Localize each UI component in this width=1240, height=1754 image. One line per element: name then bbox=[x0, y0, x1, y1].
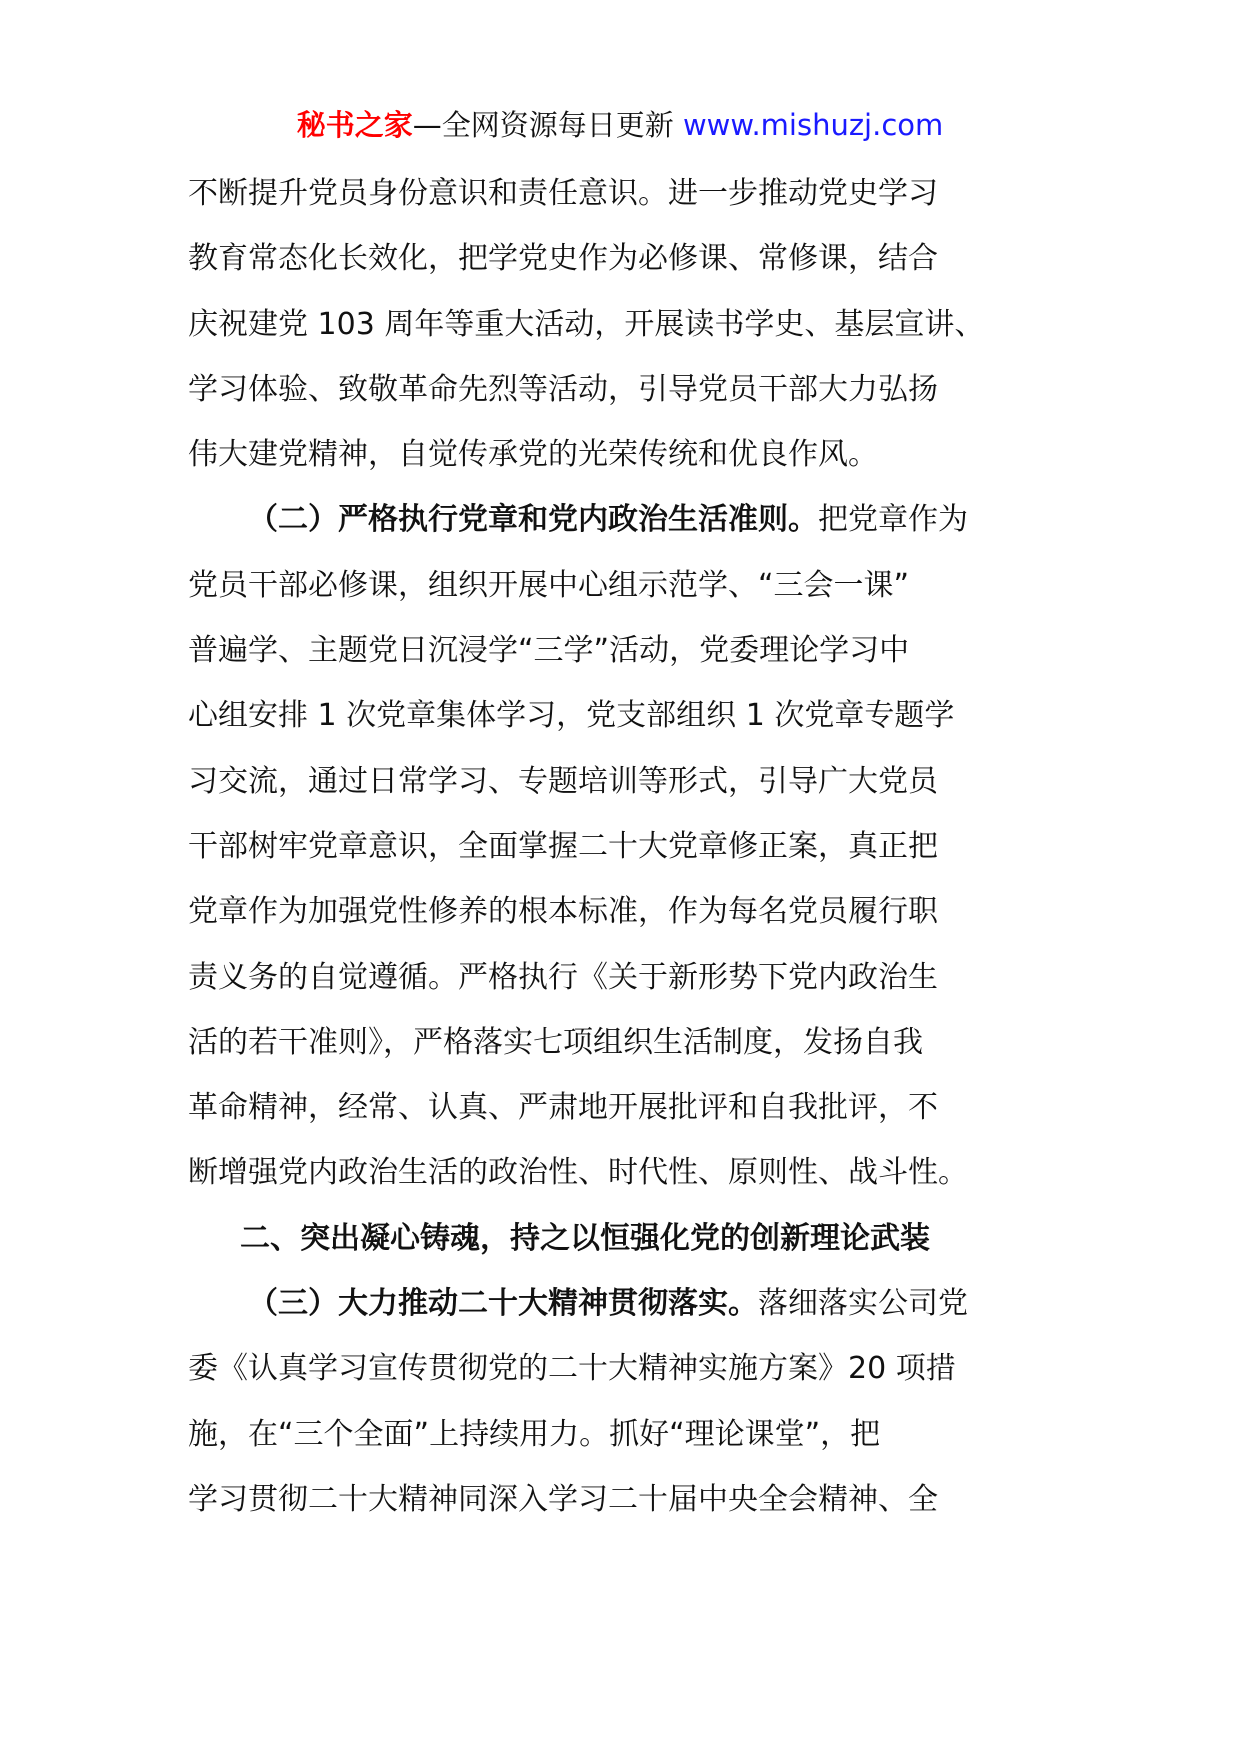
paragraph-3 bbox=[188, 1271, 1068, 1532]
text-line: 断增强党内政治生活的政治性、时代性、原则性、战斗性。 bbox=[188, 1155, 968, 1191]
text-line: 习交流，通过日常学习、专题培训等形式，引导广大党员 bbox=[188, 763, 938, 799]
paragraph-first-line bbox=[188, 487, 1068, 552]
paragraph-1 bbox=[188, 161, 1068, 487]
text-line: 干部树牢党章意识，全面掌握二十大党章修正案，真正把 bbox=[188, 828, 938, 864]
header-slogan: —全网资源每日更新 bbox=[412, 108, 674, 142]
text-line: 教育常态化长效化，把学党史作为必修课、常修课，结合 bbox=[188, 241, 938, 277]
document-body bbox=[188, 161, 1068, 1532]
text-line: 伟大建党精神，自觉传承党的光荣传统和优良作风。 bbox=[188, 437, 878, 473]
text-line: 学习体验、致敬革命先烈等活动，引导党员干部大力弘扬 bbox=[188, 371, 938, 407]
text-line: 施，在“三个全面”上持续用力。抓好“理论课堂”，把 bbox=[188, 1416, 881, 1452]
text-line: 活的若干准则》，严格落实七项组织生活制度，发扬自我 bbox=[188, 1024, 923, 1060]
text-line: 委《认真学习宣传贯彻党的二十大精神实施方案》20 项措 bbox=[188, 1351, 956, 1387]
text-line: 庆祝建党 103 周年等重大活动，开展读书学史、基层宣讲、 bbox=[188, 306, 985, 342]
brand-name: 秘书之家 bbox=[296, 108, 413, 142]
site-header bbox=[0, 100, 1240, 150]
text-line: 普遍学、主题党日沉浸学“三学”活动，党委理论学习中 bbox=[188, 633, 910, 669]
paragraph-title: （二）严格执行党章和党内政治生活准则。 bbox=[248, 502, 818, 538]
paragraph-text: 把党章作为 bbox=[818, 502, 968, 538]
paragraph-2 bbox=[188, 487, 1068, 1205]
paragraph-first-line bbox=[188, 1271, 1068, 1336]
paragraph-text: 落细落实公司党 bbox=[758, 1286, 968, 1322]
paragraph-title: （三）大力推动二十大精神贯彻落实。 bbox=[248, 1286, 758, 1322]
text-line: 不断提升党员身份意识和责任意识。进一步推动党史学习 bbox=[188, 176, 938, 211]
text-line: 党章作为加强党性修养的根本标准，作为每名党员履行职 bbox=[188, 894, 938, 930]
text-line: 心组安排 1 次党章集体学习，党支部组织 1 次党章专题学 bbox=[188, 698, 955, 734]
text-line: 革命精神，经常、认真、严肃地开展批评和自我批评，不 bbox=[188, 1090, 938, 1126]
text-line: 责义务的自觉遵循。严格执行《关于新形势下党内政治生 bbox=[188, 959, 938, 995]
section-heading: 二、突出凝心铸魂，持之以恒强化党的创新理论武装 bbox=[240, 1220, 930, 1256]
site-url[interactable]: www.mishuzj.com bbox=[682, 108, 944, 142]
text-line: 党员干部必修课，组织开展中心组示范学、“三会一课” bbox=[188, 567, 910, 603]
text-line: 学习贯彻二十大精神同深入学习二十届中央全会精神、全 bbox=[188, 1481, 938, 1517]
